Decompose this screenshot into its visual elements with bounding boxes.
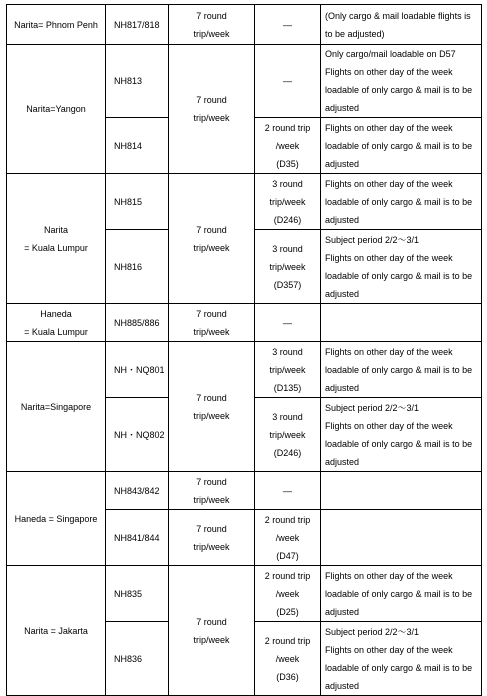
note-cell xyxy=(321,304,482,342)
reduced-schedule-cell: 2 round trip /week (D36) xyxy=(255,622,321,696)
frequency-cell: 7 round trip/week xyxy=(169,304,255,342)
table-row xyxy=(7,174,482,230)
frequency-cell: 7 round trip/week xyxy=(169,342,255,472)
flight-number-cell: NH817/818 xyxy=(106,5,169,45)
frequency-cell: 7 round trip/week xyxy=(169,5,255,45)
frequency-cell: 7 round trip/week xyxy=(169,174,255,304)
route-cell: Narita = Jakarta xyxy=(7,566,106,696)
reduced-schedule-cell: — xyxy=(255,304,321,342)
reduced-schedule-cell: 2 round trip /week (D47) xyxy=(255,510,321,566)
table-row xyxy=(7,304,482,342)
table-row xyxy=(7,45,482,118)
flight-number-cell: NH813 xyxy=(106,45,169,118)
note-cell: Flights on other day of the week loadable of only cargo & mail is to be adjusted xyxy=(321,342,482,398)
route-cell: Haneda = Singapore xyxy=(7,472,106,566)
note-cell: Subject period 2/2～3/1 Flights on other day of the week loadable of only cargo & mail is to be adjusted xyxy=(321,398,482,472)
table-row xyxy=(7,5,482,45)
note-cell: Flights on other day of the week loadable of only cargo & mail is to be adjusted xyxy=(321,174,482,230)
reduced-schedule-cell: 3 round trip/week (D357) xyxy=(255,230,321,304)
reduced-schedule-cell: 3 round trip/week (D246) xyxy=(255,398,321,472)
note-cell: Subject period 2/2～3/1 Flights on other day of the week loadable of only cargo & mail is to be adjusted xyxy=(321,622,482,696)
flight-number-cell: NH816 xyxy=(106,230,169,304)
reduced-schedule-cell: 3 round trip/week (D135) xyxy=(255,342,321,398)
flight-number-cell: NH843/842 xyxy=(106,472,169,510)
reduced-schedule-cell: — xyxy=(255,5,321,45)
route-cell: Narita= Phnom Penh xyxy=(7,5,106,45)
route-cell: Narita = Kuala Lumpur xyxy=(7,174,106,304)
frequency-cell: 7 round trip/week xyxy=(169,472,255,510)
reduced-schedule-cell: 2 round trip /week (D35) xyxy=(255,118,321,174)
flight-number-cell: NH836 xyxy=(106,622,169,696)
note-cell xyxy=(321,472,482,510)
note-cell: Only cargo/mail loadable on D57 Flights on other day of the week loadable of only cargo & mail is to be adjusted xyxy=(321,45,482,118)
flight-number-cell: NH841/844 xyxy=(106,510,169,566)
flight-number-cell: NH815 xyxy=(106,174,169,230)
reduced-schedule-cell: — xyxy=(255,45,321,118)
reduced-schedule-cell: — xyxy=(255,472,321,510)
flight-number-cell: NH885/886 xyxy=(106,304,169,342)
route-cell: Narita=Singapore xyxy=(7,342,106,472)
flight-number-cell: NH・NQ801 xyxy=(106,342,169,398)
flight-number-cell: NH835 xyxy=(106,566,169,622)
flight-schedule-table xyxy=(6,4,482,696)
frequency-cell: 7 round trip/week xyxy=(169,45,255,174)
reduced-schedule-cell: 3 round trip/week (D246) xyxy=(255,174,321,230)
flight-number-cell: NH・NQ802 xyxy=(106,398,169,472)
frequency-cell: 7 round trip/week xyxy=(169,566,255,696)
flight-number-cell: NH814 xyxy=(106,118,169,174)
route-cell: Narita=Yangon xyxy=(7,45,106,174)
reduced-schedule-cell: 2 round trip /week (D25) xyxy=(255,566,321,622)
note-cell: Flights on other day of the week loadable of only cargo & mail is to be adjusted xyxy=(321,566,482,622)
route-cell: Haneda = Kuala Lumpur xyxy=(7,304,106,342)
table-row xyxy=(7,472,482,510)
note-cell: (Only cargo & mail loadable flights is to be adjusted) xyxy=(321,5,482,45)
frequency-cell: 7 round trip/week xyxy=(169,510,255,566)
table-row xyxy=(7,566,482,622)
note-cell xyxy=(321,510,482,566)
note-cell: Flights on other day of the week loadable of only cargo & mail is to be adjusted xyxy=(321,118,482,174)
table-row xyxy=(7,342,482,398)
note-cell: Subject period 2/2～3/1 Flights on other day of the week loadable of only cargo & mail is to be adjusted xyxy=(321,230,482,304)
